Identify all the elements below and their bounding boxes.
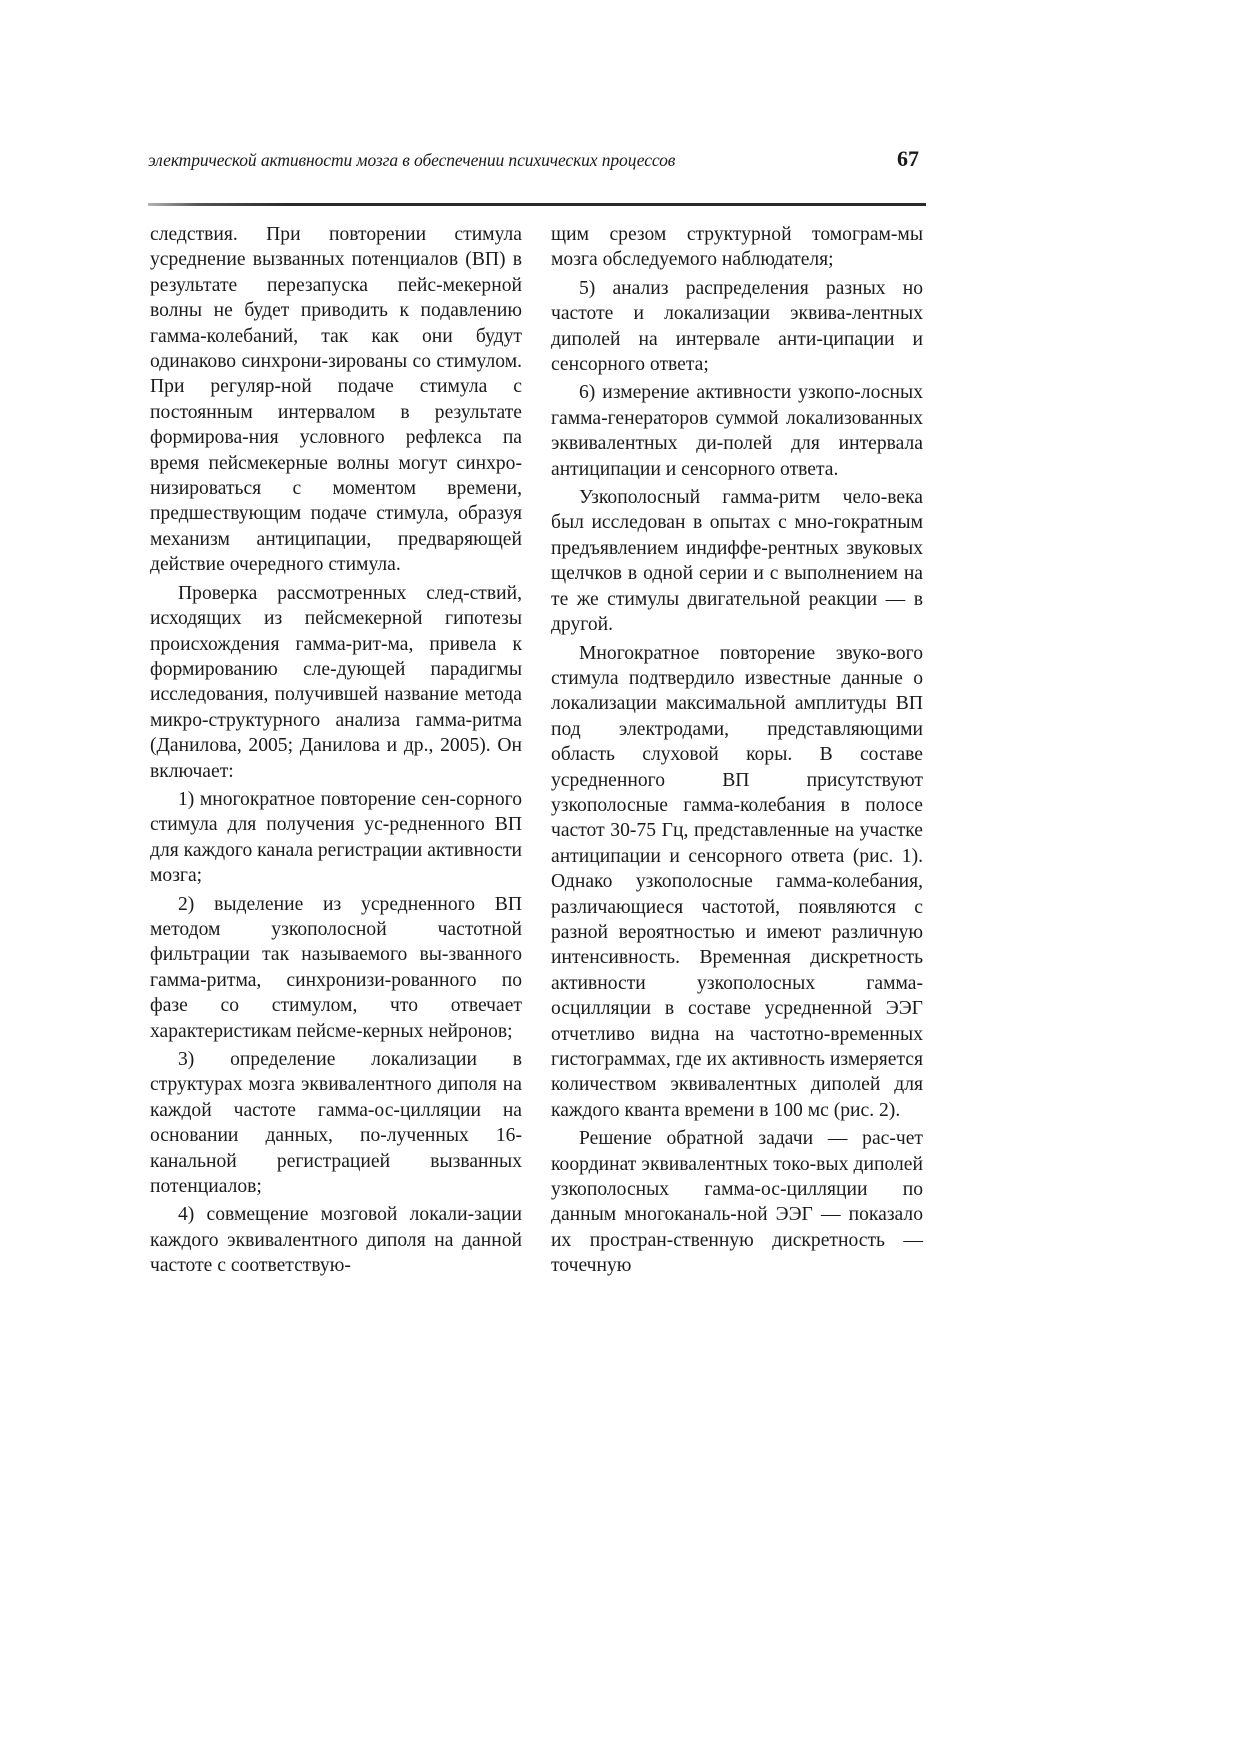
list-item-4-continuation: щим срезом структурной томограм-мы мозга обследуемого наблюдателя; — [551, 224, 923, 271]
paragraph-gamma-rhythm: Узкополосный гамма-ритм чело-века был исследован в опытах с мно-гократным предъявлением индиффе-рентных звуковых щелчков в одной серии и с выполнением на те же стимулы двигательной реакции — в другой. — [551, 487, 923, 636]
list-item-5: 5) анализ распределения разных но частоте и локализации эквива-лентных диполей на интервале анти-ципации и сенсорного ответа; — [551, 277, 923, 376]
paragraph-repetition: Многократное повторение звуко-вого стимула подтвердило известные данные о локализации максимальной амплитуды ВП под электродами, представляющими область слуховой коры. В составе усредненного ВП присутствуют узкополосные гамма-колебания в полосе частот 30-75 Гц, представленные на участке антиципации и сенсорного ответа (рис. 1). Однако узкополосные гамма-колебания, различающиеся частотой, появляются с разной вероятностью и имеют различную интенсивность. Временная дискретность активности узкополосных гамма-осцилляции в составе усредненной ЭЭГ отчетливо видна на частотно-временных гистограммах, где их активность измеряется количеством эквивалентных диполей для каждого кванта времени в 100 мс (рис. 2). — [551, 642, 923, 1121]
left-column — [150, 222, 522, 1282]
running-head: электрической активности мозга в обеспечении психических процессов — [148, 150, 676, 170]
paragraph-inverse-problem: Решение обратной задачи — рас-чет координат эквивалентных токо-вых диполей узкополосных гамма-ос-цилляции по данным многоканаль-ной ЭЭГ — показало их простран-ственную дискретность — точечную — [551, 1128, 923, 1277]
list-item-6: 6) измерение активности узкопо-лосных гамма-генераторов суммой локализованных эквивалентных ди-полей для интервала антиципации и сенсорного ответа. — [551, 382, 923, 480]
list-item-2: 2) выделение из усредненного ВП методом узкополосной частотной фильтрации так называемого вы-званного гамма-ритма, синхронизи-рованного по фазе со стимулом, что отвечает характеристикам пейсме-керных нейронов; — [150, 893, 522, 1042]
paragraph-method: Проверка рассмотренных след-ствий, исходящих из пейсмекерной гипотезы происхождения гамма-рит-ма, привела к формированию сле-дующей парадигмы исследования, получившей название метода микро-структурного анализа гамма-ритма (Данилова, 2005; Данилова и др., 2005). Он включает: — [150, 582, 522, 782]
page-number: 67 — [897, 146, 919, 171]
paragraph-continuation: следствия. При повторении стимула усреднение вызванных потенциалов (ВП) в результате перезапуска пейс-мекерной волны не будет приводить к подавлению гамма-колебаний, так как они будут одинаково синхрони-зированы со стимулом. При регуляр-ной подаче стимула с постоянным интервалом в результате формирова-ния условного рефлекса па время пейсмекерные волны могут синхро-низироваться с моментом времени, предшествующим подаче стимула, образуя механизм антиципации, предваряющей действие очередного стимула. — [150, 224, 522, 576]
list-item-1: 1) многократное повторение сен-сорного стимула для получения ус-редненного ВП для каждого канала регистрации активности мозга; — [150, 788, 522, 887]
right-column — [551, 222, 923, 1282]
list-item-3: 3) определение локализации в структурах мозга эквивалентного диполя на каждой частоте гамма-ос-цилляции на основании данных, по-лученных 16-канальной регистрацией вызванных потенциалов; — [150, 1049, 522, 1198]
list-item-4: 4) совмещение мозговой локали-зации каждого эквивалентного диполя на данной частоте с соответствую- — [150, 1204, 522, 1277]
header-rule — [148, 203, 926, 206]
